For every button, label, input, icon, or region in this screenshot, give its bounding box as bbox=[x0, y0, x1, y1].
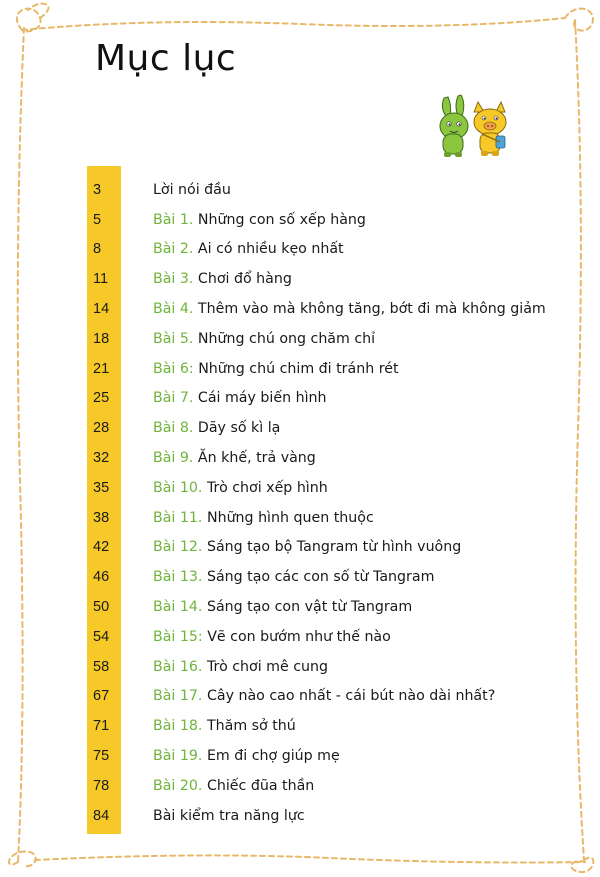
toc-entry[interactable] bbox=[0, 264, 600, 294]
toc-lesson-title: Những chú chim đi tránh rét bbox=[193, 360, 399, 377]
toc-entry-title bbox=[153, 331, 375, 347]
toc-entry-title bbox=[153, 569, 434, 585]
toc-lesson-title: Những con số xếp hàng bbox=[193, 211, 366, 228]
toc-page-number: 78 bbox=[93, 777, 110, 794]
toc-entry[interactable] bbox=[0, 562, 600, 592]
toc-entry[interactable] bbox=[0, 384, 600, 414]
toc-entry-title bbox=[153, 450, 316, 466]
toc-entry[interactable] bbox=[0, 592, 600, 622]
toc-page-number: 54 bbox=[93, 628, 110, 645]
toc-entry[interactable] bbox=[0, 503, 600, 533]
toc-entry[interactable] bbox=[0, 801, 600, 831]
toc-lesson-label: Bài 16. bbox=[153, 658, 203, 675]
toc-lesson-label: Bài 18. bbox=[153, 718, 203, 735]
toc-lesson-title: Thăm sở thú bbox=[202, 718, 296, 735]
toc-entry[interactable] bbox=[0, 413, 600, 443]
toc-page-number: 8 bbox=[93, 241, 102, 258]
toc-entry-title bbox=[153, 301, 546, 317]
toc-entry-title bbox=[153, 390, 327, 406]
toc-lesson-label: Bài 5. bbox=[153, 330, 194, 347]
toc-lesson-label: Bài 1. bbox=[153, 211, 194, 228]
toc-lesson-title: Sáng tạo bộ Tangram từ hình vuông bbox=[202, 539, 462, 556]
toc-page-number: 38 bbox=[93, 509, 110, 526]
toc-page-number: 84 bbox=[93, 807, 110, 824]
toc-entry[interactable] bbox=[0, 473, 600, 503]
toc-page-number: 5 bbox=[93, 211, 102, 228]
toc-lesson-label: Bài 7. bbox=[153, 390, 194, 407]
toc-lesson-title: Chiếc đũa thần bbox=[202, 777, 315, 794]
toc-entry[interactable] bbox=[0, 741, 600, 771]
toc-entry-title bbox=[153, 539, 461, 555]
toc-page-number: 11 bbox=[93, 271, 109, 288]
toc-lesson-label: Bài 9. bbox=[153, 450, 194, 467]
toc-lesson-label: Bài 13. bbox=[153, 569, 203, 586]
toc-entry-title bbox=[153, 271, 292, 287]
mascot-illustration bbox=[430, 94, 510, 160]
toc-lesson-label: Bài 15: bbox=[153, 628, 203, 645]
toc-page-number: 67 bbox=[93, 688, 110, 705]
toc-lesson-title: Dãy số kì lạ bbox=[193, 420, 281, 437]
toc-lesson-title: Bài kiểm tra năng lực bbox=[153, 807, 305, 824]
toc-lesson-title: Trò chơi xếp hình bbox=[202, 479, 328, 496]
toc-entry-title bbox=[153, 808, 305, 824]
toc-entry[interactable] bbox=[0, 294, 600, 324]
toc-page-number: 3 bbox=[93, 181, 102, 198]
toc-entry[interactable] bbox=[0, 324, 600, 354]
toc-entry-title bbox=[153, 659, 328, 675]
toc-lesson-title: Những hình quen thuộc bbox=[202, 509, 374, 526]
toc-page-number: 58 bbox=[93, 658, 110, 675]
toc-lesson-label: Bài 14. bbox=[153, 599, 203, 616]
toc-lesson-label: Bài 3. bbox=[153, 271, 194, 288]
toc-entry[interactable] bbox=[0, 682, 600, 712]
toc-lesson-label: Bài 17. bbox=[153, 688, 203, 705]
toc-lesson-label: Bài 10. bbox=[153, 479, 203, 496]
toc-entry-title bbox=[153, 748, 340, 764]
toc-entry-title bbox=[153, 182, 231, 198]
toc-lesson-title: Thêm vào mà không tăng, bớt đi mà không giảm bbox=[193, 301, 546, 318]
toc-lesson-title: Trò chơi mê cung bbox=[202, 658, 329, 675]
toc-entry-title bbox=[153, 510, 374, 526]
toc-lesson-title: Sáng tạo các con số từ Tangram bbox=[202, 569, 435, 586]
toc-entry[interactable] bbox=[0, 771, 600, 801]
toc-entry-title bbox=[153, 212, 366, 228]
toc-lesson-title: Ăn khế, trả vàng bbox=[193, 450, 316, 467]
toc-lesson-title: Lời nói đầu bbox=[153, 181, 231, 198]
toc-entry[interactable] bbox=[0, 711, 600, 741]
toc-page-number: 35 bbox=[93, 479, 110, 496]
toc-entry-title bbox=[153, 688, 495, 704]
toc-page-number: 42 bbox=[93, 539, 110, 556]
toc-entry[interactable] bbox=[0, 533, 600, 563]
toc-lesson-title: Cái máy biến hình bbox=[193, 390, 327, 407]
toc-lesson-label: Bài 20. bbox=[153, 777, 203, 794]
toc-lesson-label: Bài 19. bbox=[153, 748, 203, 765]
toc-entry-title bbox=[153, 718, 296, 734]
page-title: Mục lục bbox=[95, 38, 237, 79]
toc-entry[interactable] bbox=[0, 354, 600, 384]
toc-lesson-label: Bài 4. bbox=[153, 301, 194, 318]
toc-entry[interactable] bbox=[0, 175, 600, 205]
toc-page-number: 28 bbox=[93, 420, 110, 437]
toc-entry-title bbox=[153, 420, 280, 436]
yellow-pig-icon bbox=[474, 102, 506, 156]
toc-lesson-title: Vẽ con bướm như thế nào bbox=[202, 628, 391, 645]
toc-lesson-label: Bài 12. bbox=[153, 539, 203, 556]
toc-lesson-label: Bài 11. bbox=[153, 509, 203, 526]
toc-entry-title bbox=[153, 361, 399, 377]
toc-entry-title bbox=[153, 480, 328, 496]
toc-page-number: 14 bbox=[93, 301, 110, 318]
toc-lesson-title: Chơi đổ hàng bbox=[193, 271, 292, 288]
toc-entry[interactable] bbox=[0, 652, 600, 682]
toc-lesson-title: Ai có nhiều kẹo nhất bbox=[193, 241, 344, 258]
table-of-contents bbox=[0, 175, 600, 831]
toc-entry-title bbox=[153, 778, 314, 794]
toc-lesson-label: Bài 2. bbox=[153, 241, 194, 258]
toc-entry[interactable] bbox=[0, 622, 600, 652]
toc-page-number: 71 bbox=[93, 718, 110, 735]
toc-lesson-label: Bài 8. bbox=[153, 420, 194, 437]
toc-page-number: 25 bbox=[93, 390, 110, 407]
toc-page-number: 50 bbox=[93, 599, 110, 616]
toc-lesson-label: Bài 6: bbox=[153, 360, 194, 377]
toc-page-number: 18 bbox=[93, 330, 110, 347]
toc-entry-title bbox=[153, 241, 344, 257]
toc-lesson-title: Những chú ong chăm chỉ bbox=[193, 330, 376, 347]
toc-entry-title bbox=[153, 629, 391, 645]
toc-page-number: 32 bbox=[93, 450, 110, 467]
toc-page-number: 21 bbox=[93, 360, 110, 377]
toc-entry[interactable] bbox=[0, 443, 600, 473]
toc-lesson-title: Em đi chợ giúp mẹ bbox=[202, 748, 340, 765]
green-rabbit-icon bbox=[440, 95, 468, 157]
toc-entry[interactable] bbox=[0, 205, 600, 235]
toc-entry[interactable] bbox=[0, 235, 600, 265]
toc-entry-title bbox=[153, 599, 412, 615]
toc-lesson-title: Sáng tạo con vật từ Tangram bbox=[202, 599, 413, 616]
toc-lesson-title: Cây nào cao nhất - cái bút nào dài nhất? bbox=[202, 688, 496, 705]
toc-page-number: 46 bbox=[93, 569, 110, 586]
toc-page-number: 75 bbox=[93, 748, 110, 765]
